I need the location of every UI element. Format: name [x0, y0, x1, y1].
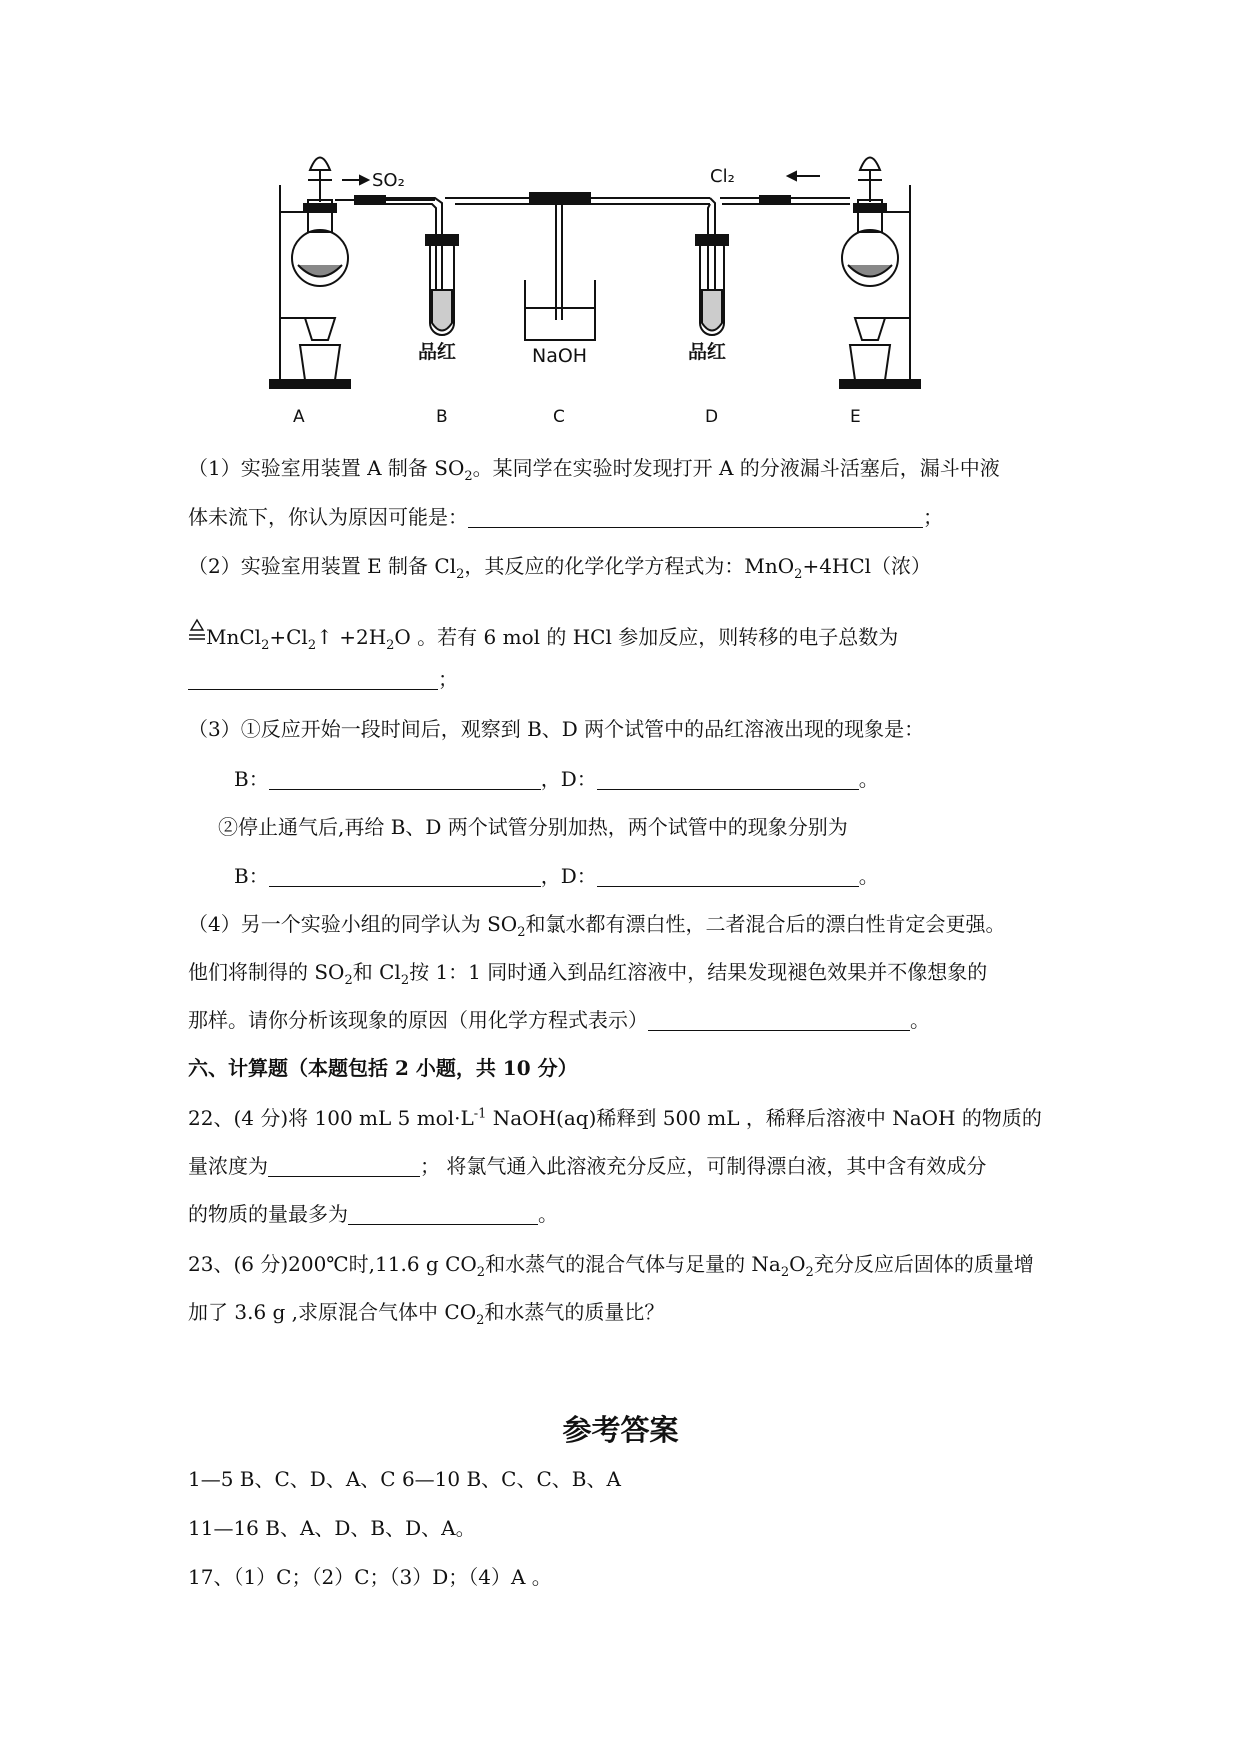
q23-line2: 加了 3.6 g ,求原混合气体中 $CO_2$和水蒸气的质量比？ — [188, 1300, 665, 1328]
q3-d-blank-1[interactable] — [597, 767, 859, 790]
q1-line2: 体未流下，你认为原因可能是： ； — [188, 505, 943, 529]
funnel-e — [860, 158, 880, 171]
q3-line4: B： ，D： 。 — [234, 864, 879, 888]
label-e: E — [850, 407, 861, 427]
q3-line1: （3）①反应开始一段时间后，观察到 B、D 两个试管中的品红溶液出现的现象是： — [188, 717, 925, 741]
q3-line3: ②停止通气后,再给 B、D 两个试管分别加热，两个试管中的现象分别为 — [218, 815, 848, 839]
label-d-reagent: 品红 — [688, 341, 727, 363]
answers-title: 参考答案 — [562, 1413, 679, 1447]
q4-line2: 他们将制得的 $SO_2$和 $Cl_2$按 1：1 同时通入到品红溶液中，结果发现褪色效果并不像想象的 — [188, 960, 988, 988]
answers-line3: 17、（1）C；（2）C；（3）D；（4）A 。 — [188, 1565, 552, 1589]
answers-line2: 11—16 B、A、D、B、D、A。 — [188, 1516, 476, 1540]
q23-line1: 23、(6 分)200℃时,11.6 g $CO_2$和水蒸气的混合气体与足量的 $Na_2O_2$充分反应后固体的质量增 — [188, 1252, 1034, 1280]
q4-line1: （4）另一个实验小组的同学认为 $SO_2$和氯水都有漂白性，二者混合后的漂白性肯定会更强。 — [188, 912, 1006, 940]
flask-a — [292, 230, 348, 286]
q2-answer-blank[interactable] — [188, 667, 438, 690]
label-so2: SO₂ — [372, 170, 405, 191]
label-c-reagent: NaOH — [532, 345, 588, 367]
q22-concentration-blank[interactable] — [268, 1154, 420, 1177]
q1-line1: （1）实验室用装置 A 制备 $SO_2$。某同学在实验时发现打开 A 的分液漏斗活塞后，漏斗中液 — [188, 456, 1000, 484]
label-b: B — [436, 407, 448, 427]
q3-b-blank-2[interactable] — [269, 864, 541, 887]
flask-e — [842, 230, 898, 286]
section6-title: 六、计算题（本题包括 2 小题，共 10 分） — [188, 1056, 578, 1080]
q22-line1: 22、(4 分)将 100 mL 5 $mol\cdot L^{-1}$ NaOH(aq)稀释到 500 mL ，稀释后溶液中 NaOH 的物质的 — [188, 1106, 1042, 1130]
answers-line1: 1—5 B、C、D、A、C 6—10 B、C、C、B、A — [188, 1467, 621, 1491]
label-b-reagent: 品红 — [418, 341, 457, 363]
q2-line3: ； — [188, 665, 1068, 693]
heat-sign-icon — [188, 618, 206, 651]
q3-b-blank-1[interactable] — [269, 767, 541, 790]
beaker-c — [525, 280, 595, 340]
stand-a-base — [270, 380, 350, 388]
stand-e-base — [840, 380, 920, 388]
funnel-a — [310, 158, 330, 171]
q2-line2: $MnCl_2+Cl_2↑ +2H_2O$ 。若有 6 mol 的 HCl 参加反应，则转移的电子总数为 — [188, 618, 1068, 651]
q4-answer-blank[interactable] — [648, 1008, 910, 1031]
apparatus-diagram — [260, 140, 980, 440]
label-c: C — [553, 407, 565, 427]
q4-line3: 那样。请你分析该现象的原因（用化学方程式表示） 。 — [188, 1008, 930, 1032]
label-d: D — [705, 407, 719, 427]
q2-line1: （2）实验室用装置 E 制备 $Cl_2$，其反应的化学化学方程式为：MnO$_2$+4HCl（浓） — [188, 554, 932, 582]
burner-e — [855, 318, 885, 340]
q1-answer-blank[interactable] — [468, 505, 923, 528]
q22-line3: 的物质的量最多为 。 — [188, 1202, 558, 1226]
q3-d-blank-2[interactable] — [597, 864, 859, 887]
burner-a — [305, 318, 335, 340]
q3-line2: B： ，D： 。 — [234, 767, 879, 791]
q22-line2: 量浓度为 ； 将氯气通入此溶液充分反应，可制得漂白液，其中含有效成分 — [188, 1154, 987, 1178]
label-a: A — [293, 407, 305, 427]
label-cl2: Cl₂ — [710, 166, 735, 187]
q22-amount-blank[interactable] — [348, 1202, 538, 1225]
